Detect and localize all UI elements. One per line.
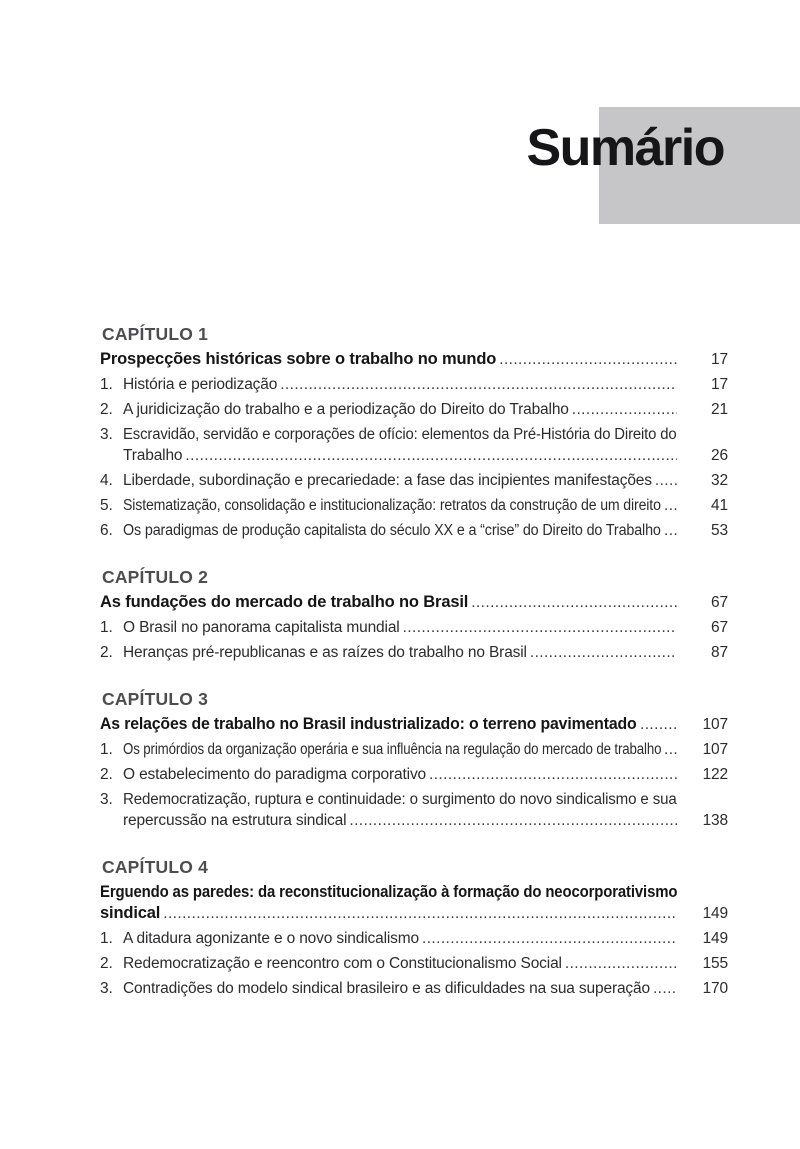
item-number: 2. (100, 955, 113, 972)
entry-last-line (100, 714, 728, 735)
page-number: 138 (702, 812, 728, 829)
toc-item (100, 739, 728, 760)
entry-text: Sistematização, consolidação e institucionalização: retratos da construção de um direito (123, 497, 661, 514)
chapter-title-entry (100, 882, 728, 924)
entry-text: repercussão na estrutura sindical (123, 812, 347, 829)
entry-last-line (123, 810, 728, 831)
item-number: 6. (100, 522, 113, 539)
toc-item (100, 928, 728, 949)
item-number: 2. (100, 401, 113, 418)
dotted-leader (277, 374, 677, 395)
item-body (123, 424, 728, 466)
item-body (123, 520, 728, 541)
chapter-title-entry (100, 592, 728, 613)
item-body (123, 928, 728, 949)
entry-text: Contradições do modelo sindical brasileiro e as dificuldades na sua superação (123, 980, 650, 997)
dotted-leader (652, 470, 677, 491)
entry-text: As fundações do mercado de trabalho no Brasil (100, 593, 469, 611)
dotted-leader (160, 903, 677, 924)
dotted-leader (419, 928, 677, 949)
chapter-4 (100, 857, 728, 999)
dotted-leader (661, 739, 677, 760)
page-number: 53 (711, 522, 728, 539)
page-number: 87 (711, 644, 728, 661)
entry-text: sindical (100, 904, 161, 922)
page-number: 155 (702, 955, 728, 972)
entry-text: Os primórdios da organização operária e sua influência na regulação do mercado de trabalho (123, 741, 662, 758)
entry-text: Liberdade, subordinação e precariedade: a fase das incipientes manifestações (123, 472, 652, 489)
entry-text: Redemocratização e reencontro com o Constitucionalismo Social (123, 955, 562, 972)
chapter-title-entry (100, 714, 728, 735)
page-number: 67 (711, 619, 728, 636)
toc-item (100, 789, 728, 831)
page-number: 67 (711, 594, 728, 611)
entry-text: Os paradigmas de produção capitalista do século XX e a “crise” do Direito do Trabalho (123, 522, 661, 539)
toc-item (100, 617, 728, 638)
item-body (123, 739, 728, 760)
dotted-leader (661, 495, 677, 516)
entry-text: Heranças pré-republicanas e as raízes do trabalho no Brasil (123, 644, 527, 661)
page-number: 41 (711, 497, 728, 514)
entry-last-line (123, 520, 728, 541)
chapter-heading: CAPÍTULO 3 (102, 689, 209, 709)
page-number: 107 (702, 741, 728, 758)
item-body (123, 617, 728, 638)
entry-text: Prospecções históricas sobre o trabalho no mundo (100, 350, 497, 368)
item-number: 3. (100, 791, 113, 808)
toc-item (100, 953, 728, 974)
toc-item (100, 642, 728, 663)
entry-last-line (123, 374, 728, 395)
entry-last-line (100, 349, 728, 370)
toc-item (100, 764, 728, 785)
item-number: 5. (100, 497, 113, 514)
entry-last-line (123, 978, 728, 999)
entry-last-line (123, 739, 728, 760)
entry-text-line: Escravidão, servidão e corporações de ofício: elementos da Pré-História do Direito do (123, 426, 677, 443)
item-body (123, 764, 728, 785)
chapter-title-entry (100, 349, 728, 370)
entry-last-line (100, 592, 728, 613)
page-number: 32 (711, 472, 728, 489)
page-number: 149 (702, 930, 728, 947)
entry-text: O Brasil no panorama capitalista mundial (123, 619, 400, 636)
toc-item (100, 424, 728, 466)
entry-text: História e periodização (123, 376, 278, 393)
entry-text: A ditadura agonizante e o novo sindicalismo (123, 930, 419, 947)
item-body (123, 789, 728, 831)
page-number: 122 (702, 766, 728, 783)
dotted-leader (569, 399, 677, 420)
item-number: 1. (100, 619, 113, 636)
entry-last-line (123, 928, 728, 949)
entry-text-line: Redemocratização, ruptura e continuidade: o surgimento do novo sindicalismo e sua (123, 791, 677, 808)
item-number: 1. (100, 376, 113, 393)
item-number: 2. (100, 644, 113, 661)
dotted-leader (661, 520, 677, 541)
entry-last-line (123, 445, 728, 466)
entry-last-line (123, 470, 728, 491)
item-number: 3. (100, 980, 113, 997)
entry-text: As relações de trabalho no Brasil industrializado: o terreno pavimentado (100, 715, 637, 733)
toc-item (100, 374, 728, 395)
chapter-1 (100, 324, 728, 541)
chapter-heading: CAPÍTULO 2 (102, 567, 209, 587)
item-body (123, 374, 728, 395)
item-body (123, 978, 728, 999)
page-number: 149 (702, 905, 728, 922)
toc-item (100, 399, 728, 420)
page-number: 26 (711, 447, 728, 464)
item-body (123, 495, 728, 516)
dotted-leader (182, 445, 677, 466)
page-number: 17 (711, 376, 728, 393)
item-number: 3. (100, 426, 113, 443)
page-number: 17 (711, 351, 728, 368)
item-number: 2. (100, 766, 113, 783)
entry-text-line: Erguendo as paredes: da reconstitucionalização à formação do neocorporativismo (100, 883, 678, 901)
dotted-leader (562, 953, 677, 974)
entry-last-line (123, 495, 728, 516)
item-number: 1. (100, 741, 113, 758)
toc-item (100, 978, 728, 999)
chapter-3 (100, 689, 728, 831)
item-body (123, 470, 728, 491)
entry-last-line (123, 617, 728, 638)
dotted-leader (496, 349, 677, 370)
entry-text: A juridicização do trabalho e a periodização do Direito do Trabalho (123, 401, 569, 418)
entry-last-line (123, 642, 728, 663)
page-title: Sumário (526, 119, 724, 177)
item-body (123, 953, 728, 974)
page-number: 170 (702, 980, 728, 997)
entry-text: Trabalho (123, 447, 183, 464)
chapter-heading: CAPÍTULO 1 (102, 324, 209, 344)
chapter-heading: CAPÍTULO 4 (102, 857, 209, 877)
page-number: 107 (702, 716, 728, 733)
dotted-leader (400, 617, 677, 638)
dotted-leader (468, 592, 677, 613)
item-number: 1. (100, 930, 113, 947)
entry-last-line (100, 903, 728, 924)
page-number: 21 (711, 401, 728, 418)
item-body (123, 642, 728, 663)
item-body (123, 399, 728, 420)
toc-item (100, 495, 728, 516)
toc (100, 324, 728, 1025)
dotted-leader (527, 642, 677, 663)
item-number: 4. (100, 472, 113, 489)
chapter-2 (100, 567, 728, 663)
toc-item (100, 470, 728, 491)
dotted-leader (637, 714, 677, 735)
entry-text: O estabelecimento do paradigma corporativo (123, 766, 427, 783)
toc-item (100, 520, 728, 541)
entry-last-line (123, 764, 728, 785)
entry-last-line (123, 399, 728, 420)
entry-last-line (123, 953, 728, 974)
dotted-leader (650, 978, 677, 999)
dotted-leader (346, 810, 677, 831)
dotted-leader (426, 764, 677, 785)
